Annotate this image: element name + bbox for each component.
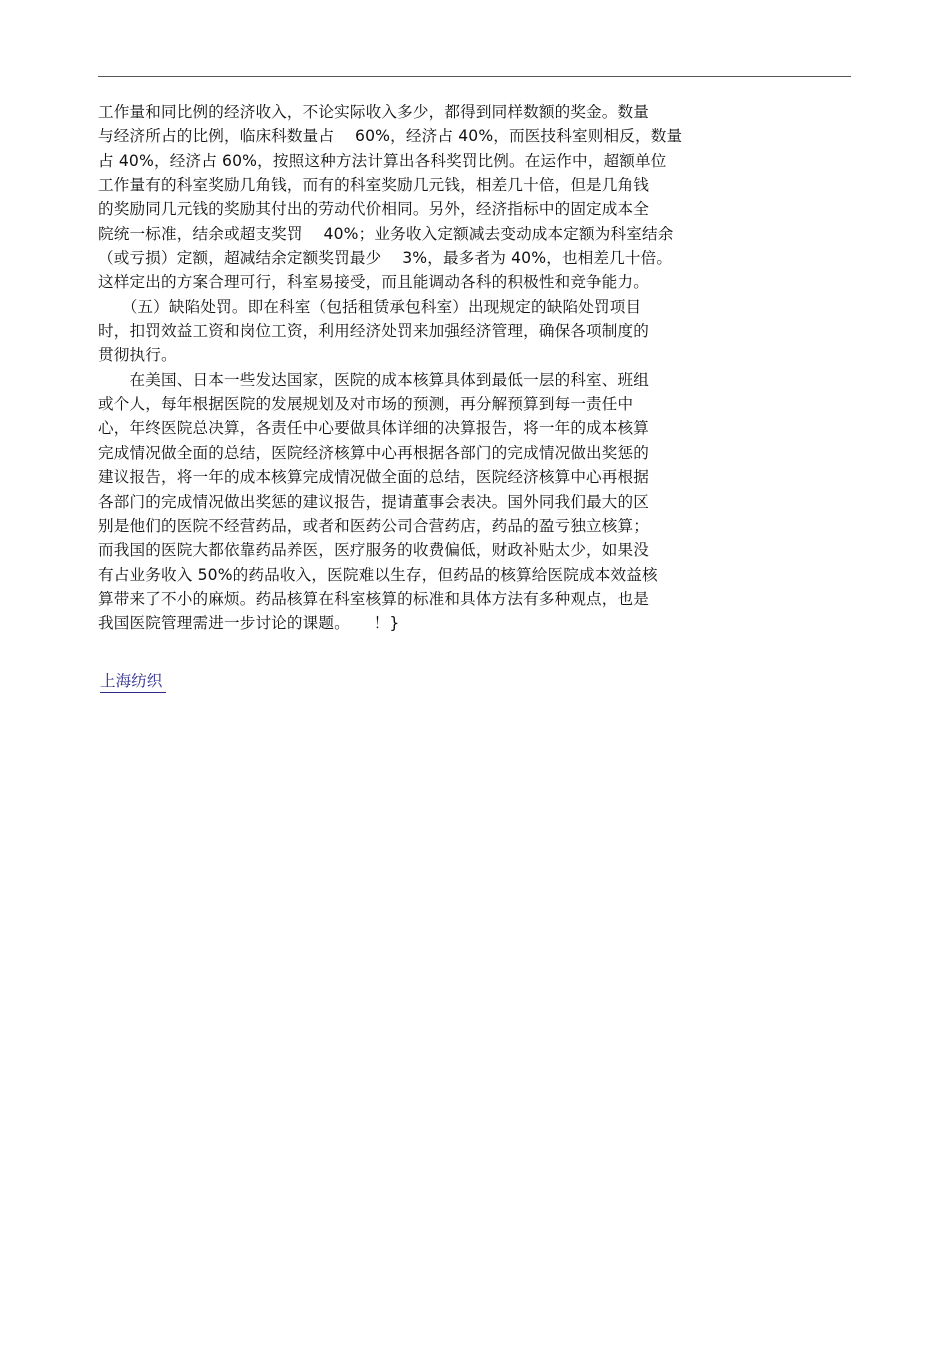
header-rule: [98, 76, 851, 77]
text-line: 我国医院管理需进一步讨论的课题。 ！}: [98, 614, 400, 633]
text-line: 院统一标准，结余或超支奖罚 40%；业务收入定额减去变动成本定额为科室结余: [98, 224, 674, 243]
text-line: 工作量有的科室奖励几角钱，而有的科室奖励几元钱，相差几十倍，但是几角钱: [98, 176, 650, 195]
text-line: 别是他们的医院不经营药品，或者和医药公司合营药店，药品的盈亏独立核算；: [98, 516, 650, 535]
text-line: 贯彻执行。: [98, 346, 177, 365]
text-line: 心，年终医院总决算，各责任中心要做具体详细的决算报告，将一年的成本核算: [98, 419, 650, 438]
text-line: 在美国、日本一些发达国家，医院的成本核算具体到最低一层的科室、班组: [98, 370, 650, 389]
text-line: 占 40%，经济占 60%，按照这种方法计算出各科奖罚比例。在运作中，超额单位: [98, 151, 667, 170]
text-line: 这样定出的方案合理可行，科室易接受，而且能调动各科的积极性和竞争能力。: [98, 273, 650, 292]
text-line: 与经济所占的比例，临床科数量占 60%，经济占 40%，而医技科室则相反，数量: [98, 127, 683, 146]
text-line: 建议报告，将一年的成本核算完成情况做全面的总结，医院经济核算中心再根据: [98, 468, 650, 487]
text-line: 的奖励同几元钱的奖励其付出的劳动代价相同。另外，经济指标中的固定成本全: [98, 200, 650, 219]
document-body: [98, 100, 798, 636]
text-line: 完成情况做全面的总结，医院经济核算中心再根据各部门的完成情况做出奖惩的: [98, 443, 650, 462]
text-line: 算带来了不小的麻烦。药品核算在科室核算的标准和具体方法有多种观点，也是: [98, 589, 650, 608]
text-line: 工作量和同比例的经济收入，不论实际收入多少，都得到同样数额的奖金。数量: [98, 103, 650, 121]
text-line: （五）缺陷处罚。即在科室（包括租赁承包科室）出现规定的缺陷处罚项目: [98, 297, 642, 316]
text-line: （或亏损）定额，超减结余定额奖罚最少 3%，最多者为 40%，也相差几十倍。: [98, 249, 673, 268]
text-line: 有占业务收入 50%的药品收入，医院难以生存，但药品的核算给医院成本效益核: [98, 565, 658, 584]
text-line: 或个人，每年根据医院的发展规划及对市场的预测，再分解预算到每一责任中: [98, 395, 634, 414]
shanghai-textile-link[interactable]: 上海纺织: [100, 670, 166, 693]
text-line: 各部门的完成情况做出奖惩的建议报告，提请董事会表决。国外同我们最大的区: [98, 492, 650, 511]
text-line: 而我国的医院大都依靠药品养医，医疗服务的收费偏低，财政补贴太少，如果没: [98, 541, 650, 560]
text-line: 时，扣罚效益工资和岗位工资，利用经济处罚来加强经济管理，确保各项制度的: [98, 322, 650, 341]
